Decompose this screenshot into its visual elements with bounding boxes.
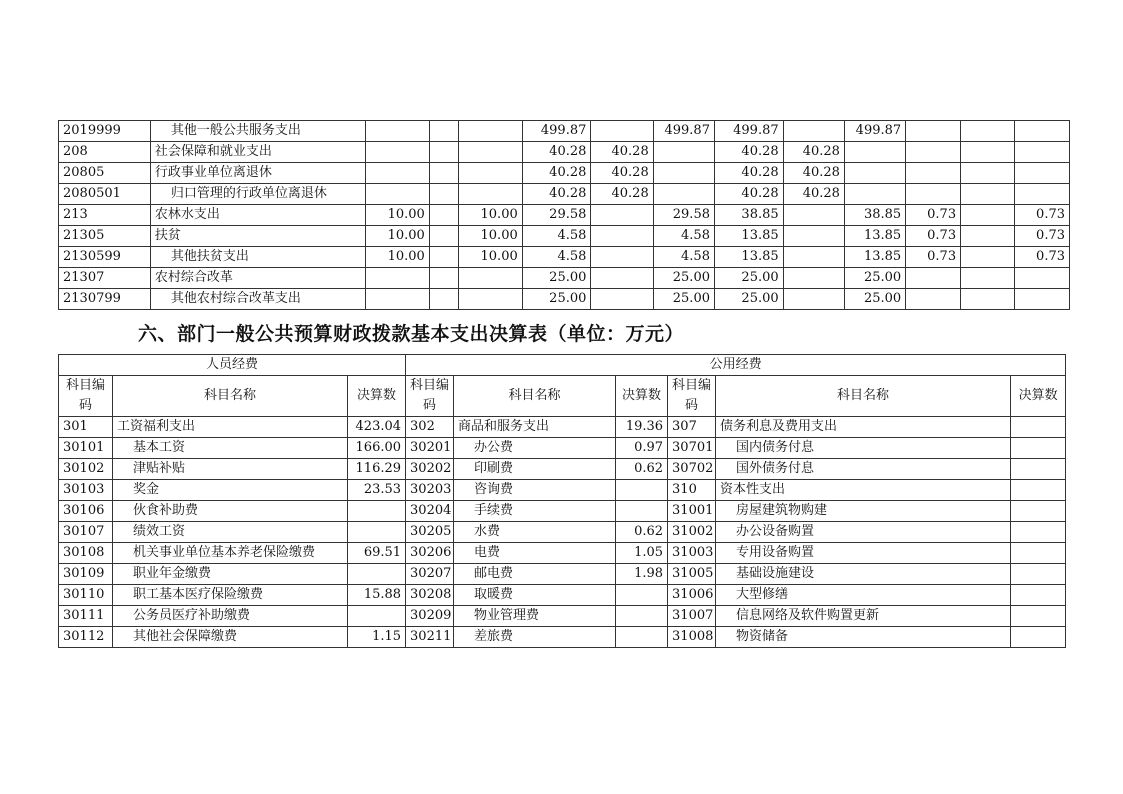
table-row	[59, 459, 1066, 480]
table-row	[59, 247, 1070, 268]
subject-name: 其他社会保障缴费	[113, 627, 348, 648]
col-name-header: 科目名称	[454, 376, 616, 417]
amount-cell: 499.87	[653, 121, 714, 142]
amount-cell	[366, 184, 429, 205]
amount-cell: 499.87	[522, 121, 591, 142]
subject-name: 电费	[454, 543, 616, 564]
amount-cell: 116.29	[348, 459, 406, 480]
col-amount-header: 决算数	[616, 376, 668, 417]
amount-cell	[844, 163, 905, 184]
subject-name: 物业管理费	[454, 606, 616, 627]
subject-code: 30108	[59, 543, 113, 564]
amount-cell: 499.87	[844, 121, 905, 142]
amount-cell	[591, 121, 653, 142]
amount-cell	[591, 205, 653, 226]
subject-code: 30202	[406, 459, 454, 480]
amount-cell: 25.00	[653, 289, 714, 310]
amount-cell	[366, 268, 429, 289]
subject-code: 21305	[59, 226, 151, 247]
amount-cell: 13.85	[714, 226, 783, 247]
subject-name: 商品和服务支出	[454, 417, 616, 438]
table-row	[59, 543, 1066, 564]
subject-code: 2019999	[59, 121, 151, 142]
subject-code: 30204	[406, 501, 454, 522]
amount-cell: 10.00	[366, 205, 429, 226]
amount-cell	[429, 184, 459, 205]
subject-name: 大型修缮	[716, 585, 1011, 606]
amount-cell	[653, 142, 714, 163]
amount-cell: 40.28	[522, 184, 591, 205]
subject-code: 213	[59, 205, 151, 226]
amount-cell: 29.58	[653, 205, 714, 226]
amount-cell	[459, 163, 522, 184]
amount-cell	[429, 142, 459, 163]
amount-cell: 40.28	[522, 163, 591, 184]
amount-cell	[1011, 543, 1066, 564]
amount-cell	[1011, 417, 1066, 438]
group-public-header: 公用经费	[406, 355, 1066, 376]
amount-cell: 0.73	[906, 205, 961, 226]
subject-code: 30101	[59, 438, 113, 459]
amount-cell	[783, 205, 844, 226]
amount-cell: 40.28	[783, 184, 844, 205]
subject-name: 手续费	[454, 501, 616, 522]
table-row	[59, 417, 1066, 438]
group-personnel-header: 人员经费	[59, 355, 406, 376]
subject-code: 301	[59, 417, 113, 438]
subject-code: 20805	[59, 163, 151, 184]
subject-name: 其他扶贫支出	[150, 247, 366, 268]
col-code-header: 科目编码	[59, 376, 113, 417]
amount-cell	[653, 163, 714, 184]
subject-code: 31001	[668, 501, 716, 522]
amount-cell: 25.00	[844, 268, 905, 289]
col-code-header: 科目编码	[406, 376, 454, 417]
subject-name: 资本性支出	[716, 480, 1011, 501]
col-amount-header: 决算数	[1011, 376, 1066, 417]
amount-cell: 10.00	[366, 247, 429, 268]
subject-name: 印刷费	[454, 459, 616, 480]
amount-cell: 0.73	[906, 247, 961, 268]
amount-cell	[1011, 522, 1066, 543]
amount-cell: 0.73	[1014, 205, 1069, 226]
subject-name: 房屋建筑物购建	[716, 501, 1011, 522]
amount-cell	[1011, 501, 1066, 522]
subject-name: 债务利息及费用支出	[716, 417, 1011, 438]
amount-cell	[653, 184, 714, 205]
subject-code: 30109	[59, 564, 113, 585]
amount-cell: 40.28	[783, 142, 844, 163]
subject-name: 专用设备购置	[716, 543, 1011, 564]
subject-code: 302	[406, 417, 454, 438]
amount-cell: 0.97	[616, 438, 668, 459]
subject-code: 30112	[59, 627, 113, 648]
table-row	[59, 205, 1070, 226]
subject-code: 2130799	[59, 289, 151, 310]
amount-cell: 4.58	[653, 226, 714, 247]
subject-code: 208	[59, 142, 151, 163]
amount-cell: 10.00	[459, 247, 522, 268]
amount-cell: 423.04	[348, 417, 406, 438]
subject-name: 职工基本医疗保险缴费	[113, 585, 348, 606]
subject-code: 21307	[59, 268, 151, 289]
amount-cell	[961, 289, 1015, 310]
table-row	[59, 289, 1070, 310]
col-name-header: 科目名称	[113, 376, 348, 417]
subject-name: 基础设施建设	[716, 564, 1011, 585]
amount-cell	[348, 564, 406, 585]
subject-name: 基本工资	[113, 438, 348, 459]
subject-code: 30106	[59, 501, 113, 522]
amount-cell: 25.00	[714, 289, 783, 310]
amount-cell	[961, 142, 1015, 163]
amount-cell	[616, 480, 668, 501]
amount-cell: 166.00	[348, 438, 406, 459]
subject-name: 农林水支出	[150, 205, 366, 226]
amount-cell: 4.58	[653, 247, 714, 268]
amount-cell: 38.85	[714, 205, 783, 226]
amount-cell: 40.28	[714, 142, 783, 163]
table-row	[59, 226, 1070, 247]
table-row	[59, 142, 1070, 163]
amount-cell	[1011, 606, 1066, 627]
subject-name: 邮电费	[454, 564, 616, 585]
amount-cell: 40.28	[714, 163, 783, 184]
amount-cell: 10.00	[459, 205, 522, 226]
amount-cell	[366, 142, 429, 163]
amount-cell	[366, 121, 429, 142]
subject-name: 绩效工资	[113, 522, 348, 543]
subject-code: 31006	[668, 585, 716, 606]
table-row	[59, 268, 1070, 289]
subject-name: 社会保障和就业支出	[150, 142, 366, 163]
amount-cell: 10.00	[459, 226, 522, 247]
amount-cell: 40.28	[591, 163, 653, 184]
subject-code: 31002	[668, 522, 716, 543]
amount-cell	[906, 268, 961, 289]
amount-cell	[961, 268, 1015, 289]
amount-cell	[906, 289, 961, 310]
amount-cell	[429, 226, 459, 247]
subject-code: 30111	[59, 606, 113, 627]
table-row	[59, 627, 1066, 648]
amount-cell: 499.87	[714, 121, 783, 142]
amount-cell	[844, 184, 905, 205]
subject-name: 农村综合改革	[150, 268, 366, 289]
amount-cell	[783, 289, 844, 310]
amount-cell: 25.00	[522, 289, 591, 310]
amount-cell	[783, 268, 844, 289]
amount-cell: 4.58	[522, 247, 591, 268]
amount-cell: 29.58	[522, 205, 591, 226]
subject-code: 30702	[668, 459, 716, 480]
amount-cell	[961, 184, 1015, 205]
amount-cell	[906, 142, 961, 163]
amount-cell	[459, 184, 522, 205]
amount-cell: 25.00	[844, 289, 905, 310]
subject-name: 行政事业单位离退休	[150, 163, 366, 184]
subject-name: 归口管理的行政单位离退休	[150, 184, 366, 205]
amount-cell: 19.36	[616, 417, 668, 438]
table-row	[59, 501, 1066, 522]
table-row	[59, 163, 1070, 184]
amount-cell: 40.28	[522, 142, 591, 163]
amount-cell	[616, 585, 668, 606]
amount-cell	[348, 522, 406, 543]
table-row	[59, 438, 1066, 459]
subject-name: 工资福利支出	[113, 417, 348, 438]
subject-name: 办公费	[454, 438, 616, 459]
amount-cell	[616, 627, 668, 648]
subject-code: 30701	[668, 438, 716, 459]
amount-cell: 0.62	[616, 522, 668, 543]
amount-cell: 40.28	[591, 184, 653, 205]
subject-code: 307	[668, 417, 716, 438]
amount-cell: 10.00	[366, 226, 429, 247]
col-name-header: 科目名称	[716, 376, 1011, 417]
subject-code: 30207	[406, 564, 454, 585]
amount-cell	[366, 289, 429, 310]
subject-code: 30102	[59, 459, 113, 480]
table-row	[59, 606, 1066, 627]
amount-cell	[429, 289, 459, 310]
amount-cell	[429, 163, 459, 184]
amount-cell	[459, 268, 522, 289]
expenditure-table-continued	[58, 120, 1070, 310]
subject-code: 31003	[668, 543, 716, 564]
amount-cell	[783, 226, 844, 247]
amount-cell: 25.00	[522, 268, 591, 289]
amount-cell	[906, 163, 961, 184]
amount-cell: 1.05	[616, 543, 668, 564]
amount-cell	[783, 247, 844, 268]
subject-name: 津贴补贴	[113, 459, 348, 480]
subject-code: 31005	[668, 564, 716, 585]
subject-code: 30107	[59, 522, 113, 543]
subject-code: 310	[668, 480, 716, 501]
amount-cell	[459, 121, 522, 142]
table-row	[59, 564, 1066, 585]
subject-name: 取暖费	[454, 585, 616, 606]
amount-cell	[1011, 585, 1066, 606]
amount-cell	[1014, 163, 1069, 184]
subject-name: 国内债务付息	[716, 438, 1011, 459]
amount-cell	[1011, 438, 1066, 459]
amount-cell	[1014, 142, 1069, 163]
subject-name: 奖金	[113, 480, 348, 501]
table-row	[59, 585, 1066, 606]
amount-cell	[961, 163, 1015, 184]
subject-name: 扶贫	[150, 226, 366, 247]
subject-name: 其他农村综合改革支出	[150, 289, 366, 310]
subject-name: 信息网络及软件购置更新	[716, 606, 1011, 627]
subject-code: 31008	[668, 627, 716, 648]
amount-cell	[961, 121, 1015, 142]
amount-cell	[906, 184, 961, 205]
amount-cell	[1014, 268, 1069, 289]
amount-cell	[961, 247, 1015, 268]
subject-code: 30211	[406, 627, 454, 648]
group-header-row	[59, 355, 1066, 376]
amount-cell	[961, 205, 1015, 226]
amount-cell	[616, 606, 668, 627]
subject-code: 30206	[406, 543, 454, 564]
subject-code: 30205	[406, 522, 454, 543]
amount-cell	[1014, 184, 1069, 205]
subject-name: 其他一般公共服务支出	[150, 121, 366, 142]
amount-cell: 4.58	[522, 226, 591, 247]
basic-expenditure-table	[58, 354, 1066, 648]
amount-cell: 0.73	[906, 226, 961, 247]
subject-name: 物资储备	[716, 627, 1011, 648]
subject-code: 30110	[59, 585, 113, 606]
amount-cell	[429, 247, 459, 268]
subject-name: 差旅费	[454, 627, 616, 648]
subject-name: 水费	[454, 522, 616, 543]
subject-code: 31007	[668, 606, 716, 627]
amount-cell	[366, 163, 429, 184]
subject-name: 办公设备购置	[716, 522, 1011, 543]
amount-cell	[591, 268, 653, 289]
amount-cell: 1.15	[348, 627, 406, 648]
subject-code: 2080501	[59, 184, 151, 205]
amount-cell	[1011, 564, 1066, 585]
amount-cell	[906, 121, 961, 142]
subject-code: 2130599	[59, 247, 151, 268]
amount-cell	[459, 142, 522, 163]
amount-cell	[1011, 627, 1066, 648]
amount-cell	[1011, 480, 1066, 501]
table-row	[59, 522, 1066, 543]
subject-name: 职业年金缴费	[113, 564, 348, 585]
amount-cell: 38.85	[844, 205, 905, 226]
column-header-row	[59, 376, 1066, 417]
amount-cell	[783, 121, 844, 142]
amount-cell: 13.85	[844, 226, 905, 247]
amount-cell: 25.00	[653, 268, 714, 289]
amount-cell	[429, 121, 459, 142]
amount-cell: 1.98	[616, 564, 668, 585]
amount-cell	[459, 289, 522, 310]
amount-cell: 0.62	[616, 459, 668, 480]
subject-code: 30203	[406, 480, 454, 501]
amount-cell: 40.28	[714, 184, 783, 205]
table-row	[59, 480, 1066, 501]
subject-code: 30209	[406, 606, 454, 627]
section-title: 六、部门一般公共预算财政拨款基本支出决算表（单位：万元）	[138, 323, 685, 345]
amount-cell: 23.53	[348, 480, 406, 501]
amount-cell: 15.88	[348, 585, 406, 606]
amount-cell	[1014, 121, 1069, 142]
amount-cell: 69.51	[348, 543, 406, 564]
col-code-header: 科目编码	[668, 376, 716, 417]
amount-cell: 0.73	[1014, 226, 1069, 247]
amount-cell: 40.28	[591, 142, 653, 163]
amount-cell	[616, 501, 668, 522]
table-row	[59, 121, 1070, 142]
amount-cell: 0.73	[1014, 247, 1069, 268]
subject-name: 咨询费	[454, 480, 616, 501]
subject-name: 机关事业单位基本养老保险缴费	[113, 543, 348, 564]
amount-cell: 13.85	[844, 247, 905, 268]
subject-code: 30201	[406, 438, 454, 459]
subject-code: 30208	[406, 585, 454, 606]
subject-name: 公务员医疗补助缴费	[113, 606, 348, 627]
amount-cell	[429, 205, 459, 226]
amount-cell: 40.28	[783, 163, 844, 184]
amount-cell	[1014, 289, 1069, 310]
amount-cell	[429, 268, 459, 289]
subject-code: 30103	[59, 480, 113, 501]
amount-cell	[961, 226, 1015, 247]
amount-cell	[591, 226, 653, 247]
amount-cell: 13.85	[714, 247, 783, 268]
amount-cell	[844, 142, 905, 163]
subject-name: 国外债务付息	[716, 459, 1011, 480]
amount-cell	[1011, 459, 1066, 480]
amount-cell	[348, 501, 406, 522]
table-row	[59, 184, 1070, 205]
amount-cell	[591, 247, 653, 268]
amount-cell: 25.00	[714, 268, 783, 289]
amount-cell	[348, 606, 406, 627]
subject-name: 伙食补助费	[113, 501, 348, 522]
col-amount-header: 决算数	[348, 376, 406, 417]
amount-cell	[591, 289, 653, 310]
